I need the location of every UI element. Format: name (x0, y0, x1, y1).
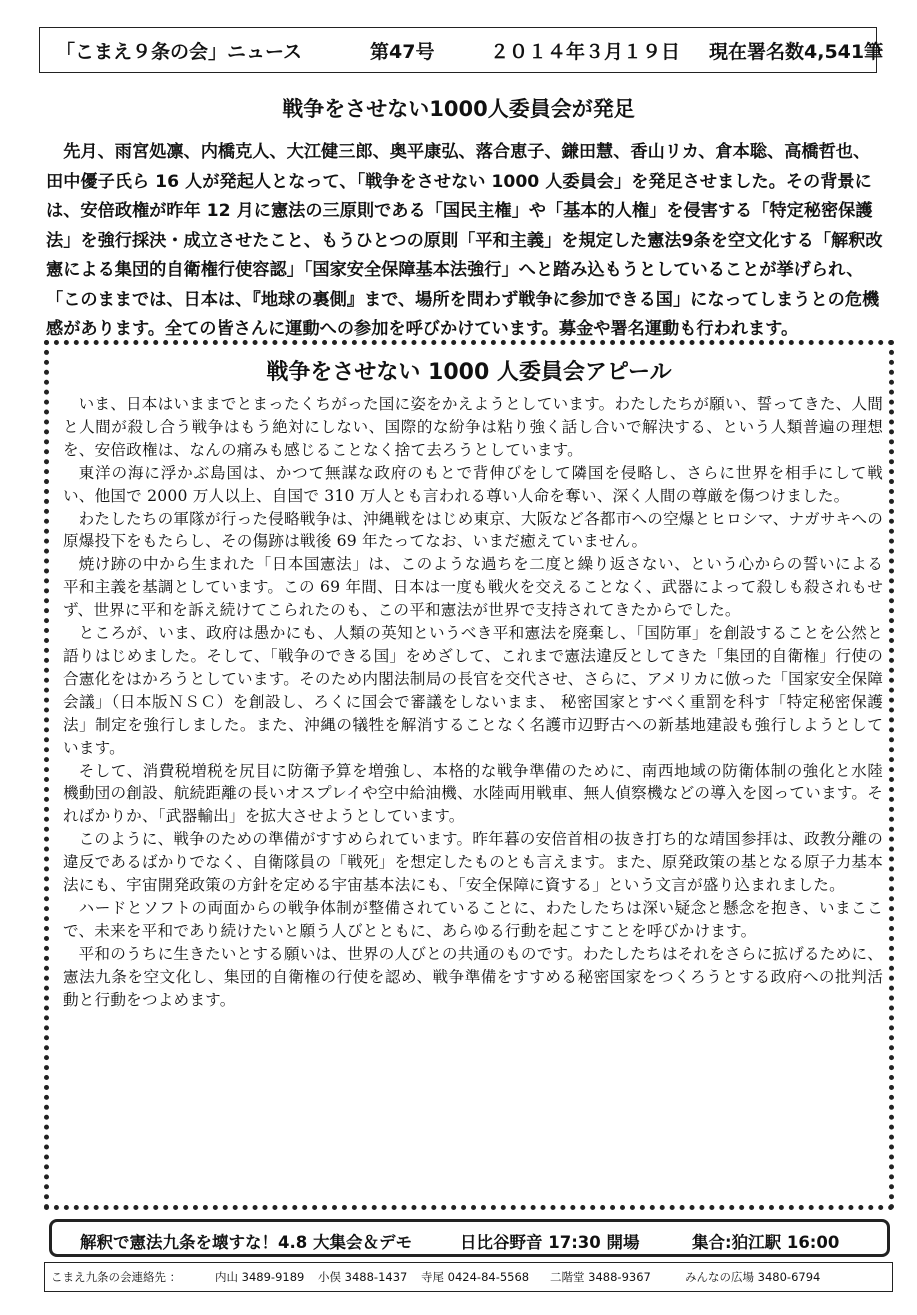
contact-footer (44, 1262, 893, 1292)
appeal-paragraph: いま、日本はいままでとまったくちがった国に姿をかえようとしています。わたしたちが願い、誓ってきた、人間と人間が殺し合う戦争はもう絶対にしない、国際的な紛争は粘り強く話し合いで解決する、という人類普遍の理想を、安倍政権は、なんの痛みも感じることなく捨て去ろうとしています。 (63, 395, 883, 459)
appeal-title: 戦争をさせない 1000 人委員会アピール (266, 360, 672, 385)
appeal-paragraph: ハードとソフトの両面からの戦争体制が整備されていることに、わたしたちは深い疑念と懸念を抱き、いまここで、未来を平和であり続けたいと願う人びとともに、あらゆる行動を起こすことを呼びかけます。 (63, 898, 883, 940)
appeal-paragraph: 焼け跡の中から生まれた「日本国憲法」は、このような過ちを二度と繰り返さない、という心からの誓いによる平和主義を基調としています。この 69 年間、日本は一度も戦火を交えることなく、武器によって殺しも殺されもせず、世界に平和を訴え続けてこられたのも、この平和憲法が世界で支持されてきたからでした。 (63, 555, 883, 620)
appeal-paragraph: 平和のうちに生きたいとする願いは、世界の人びとの共通のものです。わたしたちはそれをさらに拡げるために、憲法九条を空文化し、集団的自衛権の行使を認め、戦争準備をすすめる秘密国家をつくろうとする政府への批判活動と行動をつよめます。 (63, 944, 883, 1009)
appeal-paragraph: 東洋の海に浮かぶ島国は、かつて無謀な政府のもとで背伸びをして隣国を侵略し、さらに世界を相手にして戦い、他国で 2000 万人以上、自国で 310 万人とも言われる尊い人命を奪い、深く人間の尊厳を傷つけました。 (63, 463, 883, 505)
contact-entry: 内山 3489-9189 (215, 1270, 305, 1284)
appeal-paragraph: わたしたちの軍隊が行った侵略戦争は、沖縄戦をはじめ東京、大阪など各都市への空爆とヒロシマ、ナガサキへの原爆投下をもたらし、その傷跡は戦後 69 年たってなお、いまだ癒えていません。 (63, 509, 883, 551)
contact-entry: 小俣 3488-1437 (318, 1270, 408, 1284)
appeal-paragraph: ところが、いま、政府は愚かにも、人類の英知というべき平和憲法を廃棄し、「国防軍」を創設することを公然と語りはじめました。そして、「戦争のできる国」をめざして、これまで憲法違反としてきた「集団的自衛権」行使の合憲化をはかろうとしています。そのため内閣法制局の長官を交代させ、さらに、アメリカに倣った「国家安全保障会議」（日本版ＮＳＣ）を創設し、ろくに国会で審議をしないまま、 秘密国家とすべく重罰を科す「特定秘密保護法」制定を強行しました。また、沖縄の犠牲を解消することなく名護市辺野古への新基地建設も強行しようとしています。 (63, 624, 883, 757)
event-banner (49, 1219, 890, 1257)
contact-label: こまえ九条の会連絡先 ： (51, 1270, 182, 1284)
contact-entry: みんなの広場 3480-6794 (685, 1270, 821, 1284)
article-intro (46, 138, 886, 345)
newsletter-name: 「こまえ９条の会」ニュース (56, 41, 303, 63)
signature-count: 現在署名数4,541筆 (709, 41, 884, 63)
appeal-paragraph: そして、消費税増税を尻目に防衛予算を増強し、本格的な戦争準備のために、南西地域の防衛体制の強化と水陸機動団の創設、航続距離の長いオスプレイや空中給油機、水陸両用戦車、無人偵察機などの導入を図っています。そればかりか、「武器輸出」を拡大させようとしています。 (63, 761, 883, 826)
appeal-body (63, 393, 883, 1011)
appeal-paragraph: このように、戦争のための準備がすすめられています。昨年暮の安倍首相の抜き打ち的な靖国参拝は、政教分離の違反であるばかりでなく、自衛隊員の「戦死」を想定したものとも言えます。また、原発政策の基となる原子力基本法にも、宇宙開発政策の方針を定める宇宙基本法にも、「安全保障に資する」という文言が盛り込まれました。 (63, 830, 883, 895)
event-meeting: 集合:狛江駅 16:00 (692, 1233, 840, 1252)
event-venue: 日比谷野音 17:30 開場 (460, 1233, 640, 1252)
intro-paragraph: 先月、雨宮処凛、内橋克人、大江健三郎、奥平康弘、落合恵子、鎌田慧、香山リカ、倉本聡、高橋哲也、田中優子氏ら 16 人が発起人となって、「戦争をさせない 1000 人委員会」を発足させました。その背景には、安倍政権が昨年 12 月に憲法の三原則である「国民主権」や「基本的人権」を侵害する「特定秘密保護法」を強行採決・成立させたこと、もうひとつの原則「平和主義」を規定した憲法9条を空文化する「解釈改憲による集団的自衛権行使容認」「国家安全保障基本法強行」へと踏み込もうとしていることが挙げられ、「このままでは、日本は、『地球の裏側』まで、場所を問わず戦争に参加できる国」になってしまうとの危機感があります。全ての皆さんに運動への参加を呼びかけています。募金や署名運動も行われます。 (46, 142, 883, 339)
contact-entry: 二階堂 3488-9367 (550, 1270, 651, 1284)
event-title: 解釈で憲法九条を壊すな！4.8 大集会＆デモ (80, 1233, 412, 1252)
article-title: 戦争をさせない1000人委員会が発足 (282, 97, 635, 121)
contact-entry: 寺尾 0424-84-5568 (421, 1270, 530, 1284)
masthead (39, 27, 884, 73)
issue-number: 第47号 (370, 41, 435, 63)
appeal-box (44, 340, 894, 1210)
issue-date: ２０１４年３月１９日 (490, 41, 681, 63)
